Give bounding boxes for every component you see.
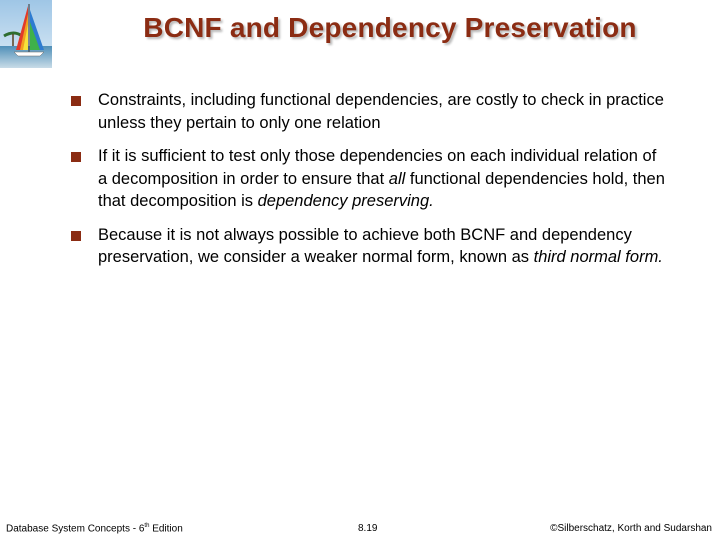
bullet-item (70, 224, 670, 269)
bullet-text: If it is sufficient to test only those dependencies on each individual relation of a decomposition in order to ensure that all functional dependencies hold, then that decomposition is dependency preserving. (98, 147, 665, 210)
bullet-list (70, 89, 670, 280)
footer-slide-number: 8.19 (358, 523, 378, 534)
footer-copyright: ©Silberschatz, Korth and Sudarshan (550, 523, 712, 534)
bullet-text: Because it is not always possible to achieve both BCNF and dependency preservation, we consider a weaker normal form, known as third normal form. (98, 225, 663, 266)
slide-title: BCNF and Dependency Preservation (143, 12, 637, 43)
bullet-item (70, 89, 670, 134)
square-bullet-icon (71, 96, 81, 106)
square-bullet-icon (71, 152, 81, 162)
square-bullet-icon (71, 231, 81, 241)
footer-book-title: Database System Concepts - 6th Edition (6, 522, 183, 534)
bullet-item (70, 145, 670, 213)
sailboat-icon (0, 0, 52, 68)
bullet-text: Constraints, including functional dependencies, are costly to check in practice unless they pertain to only one relation (98, 91, 664, 132)
